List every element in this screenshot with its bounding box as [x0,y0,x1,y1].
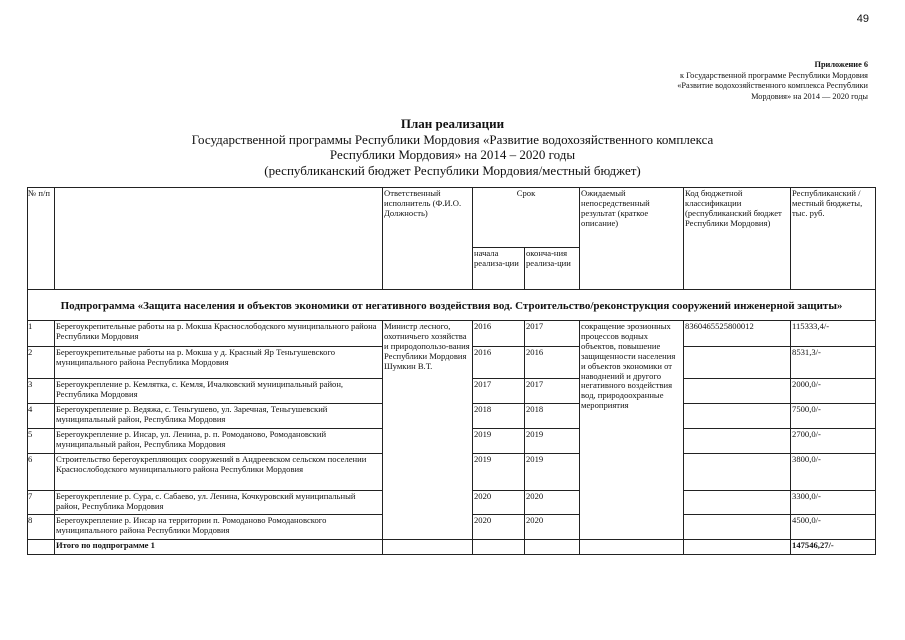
row-code [684,404,791,429]
row-end: 2016 [525,347,580,379]
plan-table [27,187,876,555]
row-num: 4 [28,404,55,429]
header-row [28,188,876,248]
header-end: оконча-ния реализа-ции [525,248,580,290]
row-start: 2019 [473,429,525,454]
row-budget: 115333,4/- [791,321,876,347]
row-budget: 3800,0/- [791,454,876,491]
row-code [684,429,791,454]
appendix-line: «Развитие водохозяйственного комплекса Республики [677,81,868,90]
row-end: 2020 [525,491,580,515]
header-name [55,188,383,290]
plan-subtitle-line: Республики Мордовия» на 2014 – 2020 годы [329,147,576,163]
row-num: 7 [28,491,55,515]
appendix-title: Приложение 6 [814,60,868,69]
row-start: 2018 [473,404,525,429]
row-num: 5 [28,429,55,454]
row-num: 8 [28,515,55,540]
row-code [684,515,791,540]
section-title: Подпрограмма «Защита населения и объектов экономики от негативного воздействия вод. Строительство/реконструкция сооружений инженерной защиты» [28,290,876,321]
header-num: № п/п [28,188,55,290]
row-start: 2019 [473,454,525,491]
row-name: Берегоукрепление р. Ведяжа, с. Теньгушево, ул. Заречная, Теньгушевский муниципальный район, Республика Мордовия [55,404,383,429]
row-name: Строительство берегоукрепляющих сооружений в Андреевском сельском поселении Краснослободского муниципального района Республики Мордовия [55,454,383,491]
row-name: Берегоукрепление р. Инсар, ул. Ленина, р. п. Ромоданово, Ромодановский муниципальный район, Республика Мордовия [55,429,383,454]
executor-merged-cell: Министр лесного, охотничьего хозяйства и природопользо-вания Республики Мордовия Шумкин В.Т. [383,321,473,540]
row-end: 2020 [525,515,580,540]
row-name: Берегоукрепительные работы на р. Мокша у д. Красный Яр Теньгушевского муниципального района Республика Мордовия [55,347,383,379]
total-code-cell [684,540,791,555]
row-code [684,347,791,379]
row-start: 2016 [473,321,525,347]
section-row [28,290,876,321]
row-num: 6 [28,454,55,491]
row-end: 2017 [525,321,580,347]
total-executor-cell [383,540,473,555]
appendix-note [580,60,868,102]
row-num: 2 [28,347,55,379]
row-budget: 2700,0/- [791,429,876,454]
table-row [28,321,876,347]
row-budget: 4500,0/- [791,515,876,540]
total-start-cell [473,540,525,555]
row-code: 8360465525800012 [684,321,791,347]
row-end: 2019 [525,454,580,491]
row-num: 3 [28,379,55,404]
plan-subtitle-line: (республиканский бюджет Республики Мордовия/местный бюджет) [264,162,641,178]
table-body [28,188,876,555]
appendix-line: к Государственной программе Республики Мордовия [679,70,868,80]
row-end: 2019 [525,429,580,454]
row-start: 2020 [473,491,525,515]
plan-heading [0,116,905,178]
result-merged-cell: сокращение эрозионных процессов водных объектов, повышение защищенности населения и объектов экономики от наводнений и другого негативного воздействия вод, природоохранные мероприятия [580,321,684,540]
total-result-cell [580,540,684,555]
header-start: начала реализа-ции [473,248,525,290]
header-executor: Ответственный исполнитель (Ф.И.О. Должность) [383,188,473,290]
page-number: 49 [856,13,869,25]
plan-subtitle-line: Государственной программы Республики Мордовия «Развитие водохозяйственного комплекса [191,131,714,147]
row-code [684,454,791,491]
header-budget: Республиканский /местный бюджеты, тыс. руб. [791,188,876,290]
row-name: Берегоукрепительные работы на р. Мокша Краснослободского муниципального района Республики Мордовия [55,321,383,347]
total-budget: 147546,27/- [791,540,876,555]
total-label: Итого по подпрограмме 1 [55,540,383,555]
row-start: 2016 [473,347,525,379]
row-budget: 7500,0/- [791,404,876,429]
row-end: 2017 [525,379,580,404]
row-code [684,379,791,404]
row-name: Берегоукрепление р. Сура, с. Сабаево, ул. Ленина, Кочкуровский муниципальный район, Республика Мордовия [55,491,383,515]
header-result: Ожидаемый непосредственный результат (краткое описание) [580,188,684,290]
row-budget: 3300,0/- [791,491,876,515]
total-num-cell [28,540,55,555]
row-name: Берегоукрепление р. Инсар на территории п. Ромоданово Ромодановского муниципального района Республики Мордовия [55,515,383,540]
appendix-line: Мордовия» на 2014 — 2020 годы [751,91,868,101]
row-name: Берегоукрепление р. Кемлятка, с. Кемля, Ичалковский муниципальный район, Республика Мордовия [55,379,383,404]
total-end-cell [525,540,580,555]
row-start: 2017 [473,379,525,404]
plan-title: План реализации [400,116,505,131]
header-code: Код бюджетной классификации (республиканский бюджет Республики Мордовия) [684,188,791,290]
row-num: 1 [28,321,55,347]
row-start: 2020 [473,515,525,540]
row-budget: 2000,0/- [791,379,876,404]
row-budget: 8531,3/- [791,347,876,379]
row-end: 2018 [525,404,580,429]
row-code [684,491,791,515]
header-term: Срок [473,188,580,248]
total-row [28,540,876,555]
